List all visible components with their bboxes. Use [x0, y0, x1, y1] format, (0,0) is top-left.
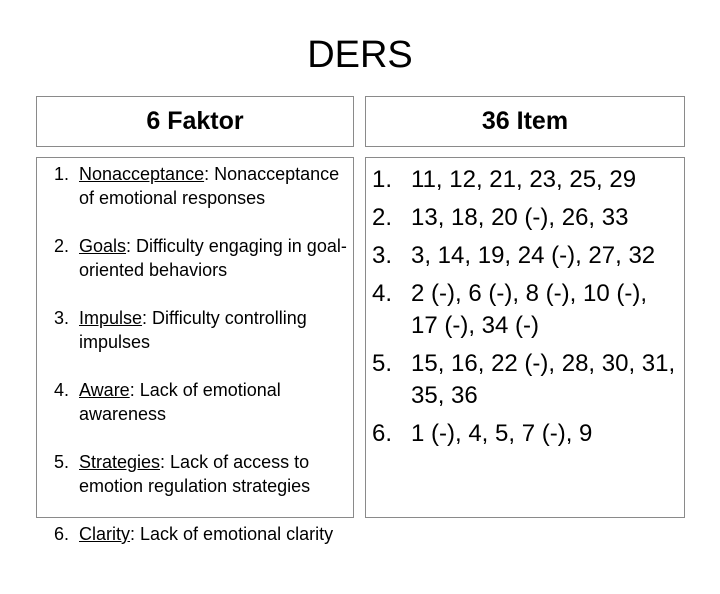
factor-list-box	[36, 157, 354, 544]
factor-name: Aware	[79, 380, 130, 400]
factor-item	[37, 378, 353, 450]
factor-item	[37, 306, 353, 378]
factor-description: : Difficulty controlling impulses	[79, 308, 307, 352]
factor-description: : Lack of emotional clarity	[130, 524, 334, 544]
item-group	[366, 240, 684, 272]
factor-name: Strategies	[79, 452, 161, 472]
factor-description: : Nonacceptance of emotional responses	[79, 164, 340, 208]
factor-name: Nonacceptance	[79, 164, 205, 184]
item-values: 11, 12, 21, 23, 25, 29	[411, 166, 637, 193]
factor-description: : Difficulty engaging in goal-oriented behaviors	[79, 236, 347, 280]
item-values: 15, 16, 22 (-), 28, 30, 31, 35, 36	[411, 350, 676, 409]
item-number: 1.	[372, 166, 393, 193]
item-values: 13, 18, 20 (-), 26, 33	[411, 204, 629, 231]
item-number: 2.	[372, 204, 393, 231]
factor-number: 4.	[53, 380, 69, 400]
factor-item	[37, 450, 353, 522]
factor-number: 6.	[53, 524, 69, 544]
item-list	[366, 164, 684, 456]
slide-title: DERS	[307, 34, 413, 76]
factor-item	[37, 162, 353, 234]
factor-number: 2.	[53, 236, 69, 256]
factor-header-label: 6 Faktor	[146, 107, 244, 135]
item-header-label: 36 Item	[481, 107, 569, 135]
item-group	[366, 278, 684, 342]
item-number: 3.	[372, 242, 393, 269]
factor-item	[37, 234, 353, 306]
item-group	[366, 202, 684, 234]
factor-number: 1.	[53, 164, 69, 184]
factor-list	[37, 162, 353, 594]
factor-name: Goals	[79, 236, 127, 256]
factor-name: Impulse	[79, 308, 143, 328]
item-number: 6.	[372, 420, 393, 447]
factor-header-box	[36, 96, 354, 147]
item-values: 3, 14, 19, 24 (-), 27, 32	[411, 242, 656, 269]
item-number: 5.	[372, 350, 393, 377]
item-list-box	[365, 157, 685, 518]
item-group	[366, 418, 684, 450]
factor-name: Clarity	[79, 524, 131, 544]
item-header-box	[365, 96, 685, 147]
factor-description: : Lack of emotional awareness	[79, 380, 281, 424]
factor-number: 3.	[53, 308, 69, 328]
factor-description: : Lack of access to emotion regulation strategies	[79, 452, 311, 496]
factor-item	[37, 522, 353, 594]
item-number: 4.	[372, 280, 393, 307]
factor-number: 5.	[53, 452, 69, 472]
item-group	[366, 164, 684, 196]
item-group	[366, 348, 684, 412]
item-values: 1 (-), 4, 5, 7 (-), 9	[411, 420, 593, 447]
item-values: 2 (-), 6 (-), 8 (-), 10 (-), 17 (-), 34 (-)	[411, 280, 647, 339]
